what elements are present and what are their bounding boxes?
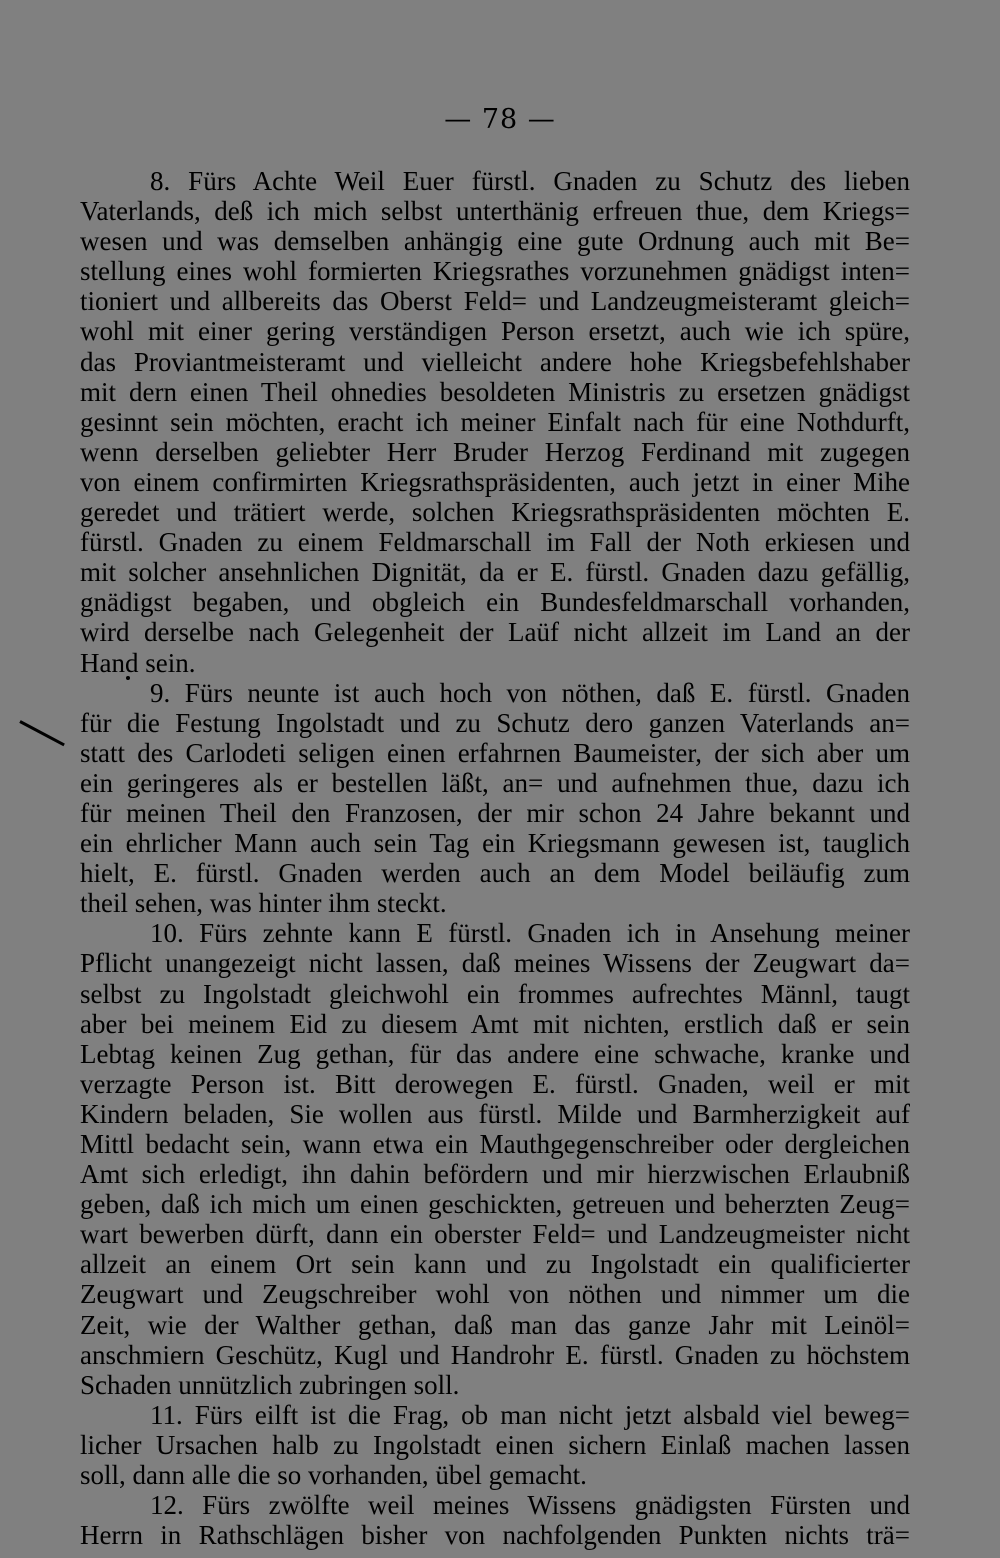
- text-line: hielt, E. fürstl. Gnaden werden auch an dem Model beiläufig zum: [80, 858, 910, 889]
- text-line: geredet und trätiert werde, solchen Kriegsrathspräsidenten möchten E.: [80, 497, 910, 528]
- text-line: anschmiern Geschütz, Kugl und Handrohr E. fürstl. Gnaden zu höchstem: [80, 1339, 910, 1370]
- text-line: ein ehrlicher Mann auch sein Tag ein Kriegsmann gewesen ist, tauglich: [80, 828, 910, 859]
- text-line: Schaden unnützlich zubringen soll.: [80, 1369, 460, 1400]
- text-line: wesen und was demselben anhängig eine gute Ordnung auch mit Be=: [80, 226, 910, 257]
- text-line: Mittl bedacht sein, wann etwa ein Mauthgegenschreiber oder dergleichen: [80, 1129, 910, 1159]
- text-line: 12. Fürs zwölfte weil meines Wissens gnädigsten Fürsten und: [150, 1490, 910, 1521]
- text-line: soll, dann alle die so vorhanden, übel gemacht.: [80, 1460, 587, 1491]
- text-line: Zeit, wie der Walther gethan, daß man das ganze Jahr mit Leinöl=: [80, 1309, 910, 1340]
- text-line: Zeugwart und Zeugschreiber wohl von nöthen und nimmer um die: [80, 1279, 910, 1310]
- text-line: Hand sein.: [80, 647, 196, 678]
- text-line: fürstl. Gnaden zu einem Feldmarschall im Fall der Noth erkiesen und: [80, 527, 910, 558]
- text-line: das Proviantmeisteramt und vielleicht andere hohe Kriegsbefehlshaber: [80, 346, 910, 377]
- text-line: statt des Carlodeti seligen einen erfahrnen Baumeister, der sich aber um: [80, 737, 910, 768]
- text-line: tioniert und allbereits das Oberst Feld= und Landzeugmeisteramt gleich=: [80, 286, 910, 317]
- text-line: mit solcher ansehnlichen Dignität, da er E. fürstl. Gnaden dazu gefällig,: [80, 557, 910, 588]
- text-line: Kindern beladen, Sie wollen aus fürstl. Milde und Barmherzigkeit auf: [80, 1098, 910, 1129]
- text-line: 11. Fürs eilft ist die Frag, ob man nicht jetzt alsbald viel beweg=: [150, 1399, 910, 1430]
- text-line: mit dern einen Theil ohnedies besoldeten Ministris zu ersetzen gnädigst: [80, 376, 910, 407]
- text-line: gnädigst begaben, und obgleich ein Bundesfeldmarschall vorhanden,: [80, 587, 910, 618]
- text-line: für meinen Theil den Franzosen, der mir schon 24 Jahre bekannt und: [80, 797, 910, 828]
- text-line: Herrn in Rathschlägen bisher von nachfolgenden Punkten nichts trä=: [80, 1520, 910, 1551]
- page-number: — 78 —: [444, 104, 556, 135]
- text-line: 8. Fürs Achte Weil Euer fürstl. Gnaden zu Schutz des lieben: [150, 166, 910, 196]
- text-line: stellung eines wohl formierten Kriegsrathes vorzunehmen gnädigst inten=: [80, 256, 910, 287]
- text-line: allzeit an einem Ort sein kann und zu Ingolstadt ein qualificierter: [80, 1249, 910, 1280]
- text-line: wohl mit einer gering verständigen Person ersetzt, auch wie ich spüre,: [80, 316, 910, 347]
- body-text: [80, 166, 910, 1550]
- text-line: Vaterlands, deß ich mich selbst unterthänig erfreuen thue, dem Kriegs=: [80, 196, 910, 227]
- text-line: theil sehen, was hinter ihm steckt.: [80, 888, 447, 919]
- text-line: ein geringeres als er bestellen läßt, an= und aufnehmen thue, dazu ich: [80, 767, 910, 798]
- text-line: 10. Fürs zehnte kann E fürstl. Gnaden ich in Ansehung meiner: [150, 918, 910, 949]
- text-line: für die Festung Ingolstadt und zu Schutz dero ganzen Vaterlands an=: [80, 707, 910, 738]
- text-line: gesinnt sein möchten, eracht ich meiner Einfalt nach für eine Nothdurft,: [80, 406, 910, 437]
- text-line: wenn derselben geliebter Herr Bruder Herzog Ferdinand mit zugegen: [80, 436, 910, 467]
- text-line: wird derselbe nach Gelegenheit der Laüf nicht allzeit im Land an der: [80, 617, 910, 648]
- text-line: aber bei meinem Eid zu diesem Amt mit nichten, erstlich daß er sein: [80, 1008, 910, 1039]
- text-line: verzagte Person ist. Bitt derowegen E. fürstl. Gnaden, weil er mit: [80, 1068, 910, 1099]
- text-line: wart bewerben dürft, dann ein oberster Feld= und Landzeugmeister nicht: [80, 1219, 910, 1250]
- text-line: von einem confirmirten Kriegsrathspräsidenten, auch jetzt in einer Mihe: [80, 466, 910, 497]
- text-line: licher Ursachen halb zu Ingolstadt einen sichern Einlaß machen lassen: [80, 1429, 910, 1460]
- text-line: Pflicht unangezeigt nicht lassen, daß meines Wissens der Zeugwart da=: [80, 948, 910, 979]
- text-line: Lebtag keinen Zug gethan, für das andere eine schwache, kranke und: [80, 1038, 910, 1069]
- text-line: Amt sich erledigt, ihn dahin befördern und mir hierzwischen Erlaubniß: [80, 1159, 910, 1190]
- text-line: geben, daß ich mich um einen geschickten, getreuen und beherzten Zeug=: [80, 1189, 910, 1220]
- text-line: 9. Fürs neunte ist auch hoch von nöthen, daß E. fürstl. Gnaden: [150, 677, 910, 708]
- text-line: selbst zu Ingolstadt gleichwohl ein frommes aufrechtes Männl, taugt: [80, 978, 910, 1009]
- margin-pencil-mark: [19, 720, 65, 746]
